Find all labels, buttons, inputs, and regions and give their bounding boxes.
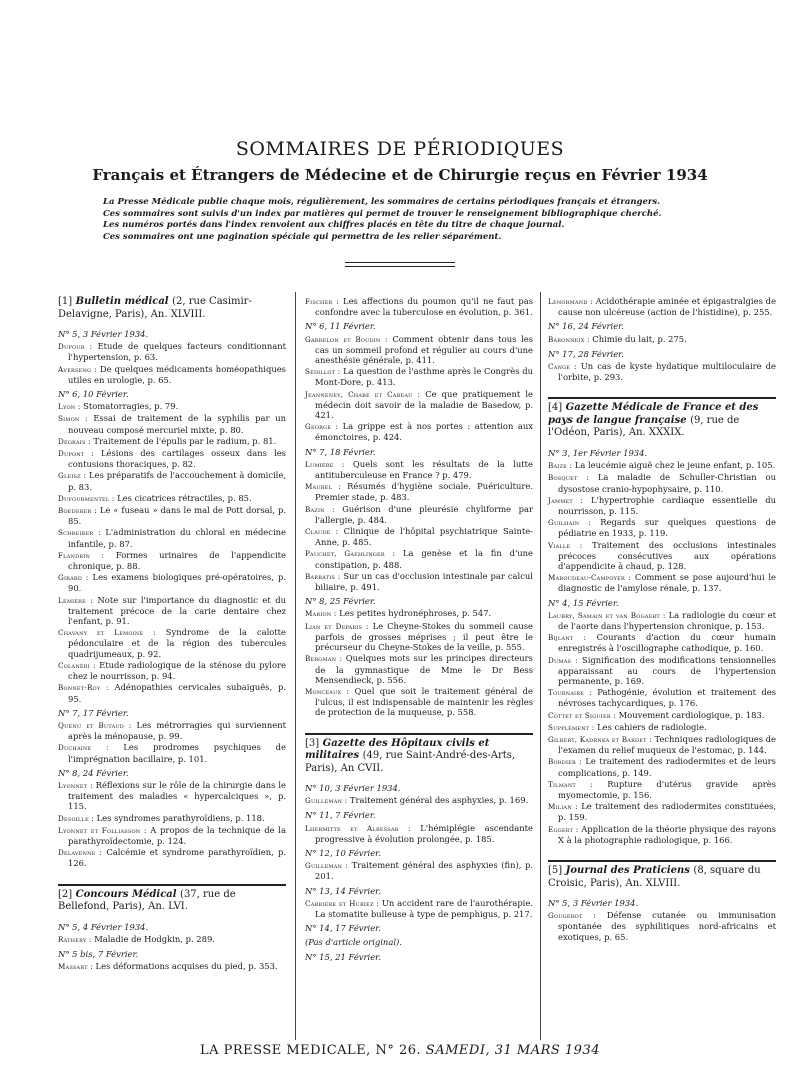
section-heading — [58, 884, 286, 914]
article-title: Guérison d'une pleurésie chyliforme par l'allergie, p. 484. — [315, 503, 534, 525]
column-3 — [548, 296, 776, 943]
article-entry — [58, 572, 286, 593]
article-entry — [58, 934, 286, 945]
article-title: La maladie de Schuller-Christian ou dysostose cranio-hypophysaire, p. 110. — [558, 472, 776, 494]
article-entry — [58, 682, 286, 703]
section-journal-title: Gazette des Hôpitaux civils et militaires — [305, 737, 490, 762]
article-entry — [58, 720, 286, 741]
article-author: Eggert : — [548, 824, 579, 834]
article-author: Flandrin : — [58, 550, 105, 560]
article-author: Lian et Deparis : — [305, 621, 369, 631]
spacer — [58, 870, 286, 884]
section-address: (9, rue de l'Odéon, Paris), An. XXXIX. — [548, 414, 740, 439]
article-author: Schreiber : — [58, 528, 101, 538]
article-title: Courants d'action du cœur humain enregistrés à l'oscillographe cathodique, p. 160. — [558, 632, 776, 654]
article-author: Bosquet : — [548, 473, 589, 483]
article-author: Fischer : — [305, 297, 339, 306]
article-title: A propos de la technique de la parathyroïdectomie, p. 124. — [68, 824, 286, 846]
issue-heading: N° 5, 3 Février 1934. — [548, 898, 639, 909]
article-title: Traitement général des asphyxies, p. 169. — [349, 795, 529, 806]
article-author: Dumas : — [548, 655, 578, 665]
article-author: Carrière et Huriez : — [305, 898, 379, 908]
issue-heading: N° 7, 17 Février. — [58, 707, 129, 718]
article-author: Milian : — [548, 802, 578, 812]
article-title: Le traitement des radiodermites et de leurs complications, p. 149. — [558, 756, 776, 778]
section-heading — [548, 860, 776, 890]
intro-line: Les numéros portés dans l'index renvoient aux chiffres placés en tête du titre de chaque journal. — [103, 220, 565, 230]
article-title: Syndrome de la calotte pédonculaire et de la région des tubercules quadrijumeaux, p. 92. — [68, 627, 286, 659]
article-author: Duchaine : — [58, 743, 109, 753]
issue-heading: N° 13, 14 Février. — [305, 885, 381, 896]
article-author: Jammet : — [548, 495, 584, 505]
article-entry — [58, 505, 286, 526]
article-entry — [548, 572, 776, 593]
article-entry — [305, 366, 533, 387]
article-title: Clinique de l'hôpital psychiatrique Sainte-Anne, p. 485. — [315, 526, 533, 548]
article-author: Delavenne : — [58, 848, 103, 858]
article-entry — [548, 687, 776, 708]
article-entry — [305, 421, 533, 442]
article-title: La question de l'asthme après le Congrès du Mont-Dore, p. 413. — [315, 366, 533, 388]
article-entry — [58, 627, 286, 659]
article-author: Bonnet-Roy : — [58, 683, 109, 693]
issue-heading: N° 5, 3 Février 1934. — [58, 329, 149, 339]
article-author: Gilbert, Kadrnka et Bardet : — [548, 735, 652, 744]
article-author: Averseng : — [58, 364, 97, 374]
article-entry — [548, 722, 776, 733]
article-author: Guilleman : — [305, 861, 349, 871]
issue-heading: N° 11, 7 Février. — [305, 810, 376, 821]
article-title: Le « fuseau » dans le mal de Pott dorsal, p. 85. — [68, 505, 286, 527]
article-author: Cottet et Siguier : — [548, 710, 616, 720]
article-entry — [305, 823, 533, 844]
article-entry — [548, 756, 776, 777]
section-number: [2] — [58, 888, 73, 900]
article-title: Chimie du lait, p. 275. — [592, 333, 687, 344]
column-divider — [540, 292, 541, 1040]
article-author: Guilhain : — [548, 518, 591, 528]
article-title: De quelques médicaments homéopathiques utiles en urologie, p. 65. — [68, 363, 286, 385]
article-title: La genèse et la fin d'une constipation, p. 488. — [315, 548, 534, 570]
article-author: Desoille : — [58, 813, 94, 823]
article-title: Etude radiologique de la sténose du pylore chez le nourrisson, p. 94. — [68, 659, 286, 682]
article-entry — [305, 481, 533, 502]
article-entry — [305, 334, 533, 366]
article-title: Sur un cas d'occlusion intestinale par calcul biliaire, p. 491. — [315, 570, 533, 593]
article-entry — [548, 334, 776, 345]
page-title: SOMMAIRES DE PÉRIODIQUES — [235, 138, 565, 160]
article-author: Maurel : — [305, 482, 341, 492]
article-entry — [305, 653, 533, 685]
article-entry — [58, 595, 286, 627]
article-entry — [58, 527, 286, 548]
article-entry — [305, 898, 533, 919]
article-entry — [58, 742, 286, 763]
article-author: Supplément : — [548, 722, 595, 732]
article-title: Traitement des occlusions intestinales précoces consécutives aux opérations d'appendicite à chaud, p. 128. — [558, 539, 776, 571]
article-entry — [548, 460, 776, 471]
article-author: Degrais : — [58, 436, 91, 446]
article-author: Lenormand : — [548, 297, 593, 306]
article-entry — [305, 860, 533, 881]
article-author: Rathery : — [58, 934, 92, 944]
issue-heading: N° 16, 24 Février. — [548, 321, 624, 332]
article-author: Bazin : — [305, 504, 335, 514]
article-title: Ce que pratiquement le médecin doit savoir de la maladie de Basedow, p. 421. — [315, 388, 533, 421]
article-entry — [548, 655, 776, 687]
spacer — [548, 846, 776, 860]
section-number: [3] — [305, 737, 320, 749]
issue-heading: N° 5, 4 Février 1934. — [58, 921, 149, 932]
article-entry — [58, 364, 286, 385]
article-title: Les déformations acquises du pied, p. 353. — [95, 961, 278, 972]
section-heading — [305, 733, 533, 776]
column-divider — [295, 292, 296, 1040]
article-author: Lemière : — [58, 595, 93, 605]
article-title: Rupture d'utérus gravide après myomectomie, p. 156. — [558, 778, 776, 801]
section-heading — [548, 397, 776, 440]
article-author: Lyonnet et Folliasson : — [58, 825, 147, 835]
article-entry — [58, 401, 286, 412]
article-author: Chavany et Lemoine : — [58, 628, 156, 638]
article-title: Les syndromes parathyroïdiens, p. 118. — [96, 812, 265, 823]
article-entry — [58, 550, 286, 571]
article-author: Bergman : — [305, 654, 343, 664]
article-entry — [548, 632, 776, 653]
footer-date: SAMEDI, 31 MARS 1934 — [425, 1043, 600, 1058]
article-title: Essai de traitement de la syphilis par un nouveau composé mercuriel mixte, p. 80. — [68, 413, 287, 435]
spacer — [305, 719, 533, 733]
article-entry — [58, 413, 286, 434]
article-entry — [58, 448, 286, 469]
article-author: Lumière : — [305, 459, 345, 469]
section-number: [1] — [58, 296, 73, 307]
article-author: Lyonnet : — [58, 780, 93, 790]
article-author: Cange : — [548, 362, 577, 372]
divider — [345, 262, 455, 263]
article-title: Lésions des cartilages osseux dans les contusions thoraciques, p. 82. — [68, 448, 286, 470]
article-title: Résumés d'hygiène sociale. Puériculture. Premier stade, p. 483. — [315, 481, 533, 503]
article-title: Réflexions sur le rôle de la chirurgie dans le traitement des maladies « hypercalciques », p. 115. — [68, 779, 286, 812]
article-title: L'hypertrophie cardiaque essentielle du nourrisson, p. 115. — [558, 494, 776, 516]
article-author: Lyon : — [58, 402, 81, 412]
page-subtitle: Français et Étrangers de Médecine et de Chirurgie reçus en Février 1934 — [92, 166, 708, 184]
divider — [345, 266, 455, 267]
article-entry — [58, 470, 286, 491]
article-title: Pathogénie, évolution et traitement des névroses tachycardiques, p. 176. — [558, 687, 776, 709]
spacer — [548, 383, 776, 397]
section-number: [4] — [548, 402, 563, 414]
article-author: Monceaux : — [305, 686, 350, 696]
article-title: Etude de quelques facteurs conditionnant l'hypertension, p. 63. — [68, 341, 287, 363]
issue-heading: N° 12, 10 Février. — [305, 848, 381, 859]
article-title: Le Cheyne-Stokes du sommeil cause parfois de grosses méprises ; il peut être le précurseur du Cheyne-Stokes de la veille, p. 555. — [315, 620, 533, 653]
article-entry — [548, 296, 776, 317]
article-title: Signification des modifications tensionnelles apparaissant au cours de l'hypertension permanente, p. 169. — [558, 654, 776, 686]
article-entry — [58, 825, 286, 846]
article-title: Les petites hydronéphroses, p. 547. — [339, 608, 492, 619]
article-title: Regards sur quelques questions de pédiatrie en 1933, p. 119. — [558, 517, 776, 539]
article-entry — [548, 361, 776, 382]
issue-heading: N° 3, 1er Février 1934. — [548, 447, 648, 458]
article-title: La radiologie du cœur et de l'aorte dans l'hypertension chronique, p. 153. — [558, 609, 776, 631]
article-entry — [58, 493, 286, 504]
article-entry — [305, 459, 533, 480]
article-title: Les préparatifs de l'accouchement à domicile, p. 83. — [68, 470, 286, 492]
article-title: Quels sont les résultats de la lutte antituberculeuse en France ? p. 479. — [315, 458, 533, 481]
article-author: Sédillot : — [305, 367, 341, 377]
article-title: Formes urinaires de l'appendicite chronique, p. 88. — [68, 549, 286, 572]
article-title: Application de la théorie physique des rayons X à la photographie radiologique, p. 166. — [558, 823, 777, 845]
section-address: (8, square du Croisic, Paris), An. XLVIII. — [548, 865, 761, 889]
article-title: Un accident rare de l'aurothérapie. La stomatite bulleuse à type de pemphigus, p. 217. — [315, 897, 533, 920]
article-author: Gleisz : — [58, 471, 87, 481]
article-title: Quel que soit le traitement général de l'ulcus, il est indispensable de maintenir les règles de protection de la muqueuse, p. 558. — [315, 685, 533, 718]
article-entry — [305, 571, 533, 592]
article-entry — [58, 660, 286, 681]
article-title: Un cas de kyste hydatique multiloculaire de l'orbite, p. 293. — [558, 361, 776, 383]
article-author: Claude : — [305, 527, 339, 537]
article-title: Les cicatrices rétractiles, p. 85. — [117, 492, 252, 503]
section-journal-title: Gazette Médicale de France et des pays de langue française — [548, 402, 759, 426]
article-author: Jeanneney, Chabé et Cabeau : — [305, 389, 421, 399]
article-title: Stomatorragies, p. 79. — [83, 401, 179, 412]
article-title: Comment se pose aujourd'hui le diagnostic de l'amylose rénale, p. 137. — [558, 572, 776, 594]
column-1 — [58, 296, 286, 973]
article-author: Dupour : — [58, 342, 93, 352]
article-entry — [548, 472, 776, 493]
section-number: [5] — [548, 865, 563, 877]
intro-line: Ces sommaires sont suivis d'un index par matières qui permet de trouver le renseignement bibliographique cherché. — [103, 208, 662, 219]
issue-heading: N° 4, 15 Février. — [548, 597, 619, 608]
article-title: La grippe est à nos portes : attention aux émonctoires, p. 424. — [315, 421, 533, 443]
article-author: Guilleman : — [305, 796, 348, 806]
article-entry — [58, 961, 286, 972]
article-title: Le traitement des radiodermites constituées, p. 159. — [558, 801, 776, 823]
article-entry — [548, 610, 776, 631]
article-author: Simon : — [58, 414, 88, 424]
section-address: (37, rue de Bellefond, Paris), An. LVI. — [58, 888, 236, 913]
issue-heading: N° 10, 3 Février 1934. — [305, 783, 401, 794]
article-title: Les affections du poumon qu'il ne faut pas confondre avec la tuberculose en évolution, p. 361. — [315, 296, 533, 318]
article-author: Boederer : — [58, 506, 97, 516]
article-title: La leucémie aiguë chez le jeune enfant, p. 105. — [574, 460, 776, 471]
article-author: Barbatis : — [305, 571, 341, 581]
article-author: Laubry, Samain et van Bogaert : — [548, 610, 666, 620]
article-title: Note sur l'importance du diagnostic et du traitement précoce de la carie dentaire chez l'enfant, p. 91. — [68, 594, 286, 627]
article-entry — [548, 517, 776, 538]
section-address: (49, rue Saint-André-des-Arts, Paris), An CVII. — [305, 750, 516, 774]
intro-notice — [103, 197, 703, 243]
section-address: (2, rue Casimir-Delavigne, Paris), An. XLVIII. — [58, 296, 252, 320]
issue-heading: N° 7, 18 Février. — [305, 446, 376, 457]
footer-journal: LA PRESSE MEDICALE, — [199, 1043, 371, 1058]
article-entry — [548, 710, 776, 721]
issue-heading: N° 8, 24 Février. — [58, 767, 129, 778]
article-title: Techniques radiologiques de l'examen du relief muqueux de l'estomac, p. 144. — [558, 734, 776, 756]
article-author: Gougerot : — [548, 911, 596, 921]
article-entry — [305, 504, 533, 525]
article-title: Défense cutanée ou immunisation spontanée des syphilitiques nord-africains et exotiques, p. 65. — [558, 910, 776, 942]
article-entry — [58, 436, 286, 447]
section-journal-title: Bulletin médical — [75, 296, 169, 307]
issue-heading: (Pas d'article original). — [305, 937, 402, 948]
article-entry — [548, 910, 776, 942]
page-footer — [0, 1043, 800, 1058]
section-journal-title: Journal des Praticiens — [565, 865, 690, 877]
article-entry — [305, 795, 533, 806]
article-title: L'administration du chloral en médecine infantile, p. 87. — [68, 527, 286, 549]
article-entry — [58, 847, 286, 868]
article-entry — [548, 495, 776, 516]
article-entry — [58, 780, 286, 812]
article-author: Baronneix : — [548, 334, 590, 344]
article-entry — [305, 621, 533, 653]
article-author: Tournaire : — [548, 688, 592, 698]
article-title: Acidothérapie aminée et épigastralgies de cause non ulcéreuse (action de l'histidine), p. 255. — [558, 296, 776, 318]
article-author: Lhermitte et Albessar : — [305, 823, 411, 833]
article-entry — [548, 734, 776, 755]
article-author: Marion : — [305, 609, 337, 619]
article-author: Maroudeau-Campoyer : — [548, 573, 632, 583]
article-entry — [305, 296, 533, 317]
issue-heading: N° 6, 10 Février. — [58, 389, 129, 400]
intro-line: Ces sommaires ont une pagination spéciale qui permettra de les relier séparément. — [103, 231, 502, 242]
article-title: Calcémie et syndrome parathyroïdien, p. 126. — [68, 847, 286, 869]
article-author: Massart : — [58, 962, 93, 972]
article-title: Adénopathies cervicales subaiguës, p. 95. — [68, 682, 286, 704]
article-title: Les cahiers de radiologie. — [597, 721, 707, 732]
article-entry — [548, 779, 776, 800]
intro-line: La Presse Médicale publie chaque mois, régulièrement, les sommaires de certains périodiques français et étrangers. — [103, 197, 661, 207]
article-author: George : — [305, 422, 339, 432]
article-title: Quelques mots sur les principes directeurs de la gymnastique de Mme le Dr Bess Mensendieck, p. 556. — [315, 653, 533, 685]
article-title: Comment obtenir dans tous les cas un sommeil profond et régulier au cours d'une anesthésie générale, p. 411. — [315, 333, 534, 366]
article-entry — [548, 801, 776, 822]
issue-heading: N° 5 bis, 7 Février. — [58, 948, 139, 959]
article-author: Bordier : — [548, 757, 582, 767]
article-entry — [305, 526, 533, 547]
article-title: Traitement de l'épulis par le radium, p. 81. — [93, 435, 277, 446]
article-entry — [305, 389, 533, 421]
article-entry — [305, 686, 533, 718]
article-title: Les métrorragies qui surviennent après la ménopause, p. 99. — [68, 719, 286, 742]
issue-heading: N° 15, 21 Février. — [305, 951, 381, 962]
article-entry — [548, 540, 776, 572]
article-author: Baize : — [548, 461, 573, 471]
section-journal-title: Concours Médical — [75, 888, 177, 900]
article-author: Bijlant : — [548, 633, 587, 643]
article-title: L'hémiplégie ascendante progressive à évolution prolongée, p. 185. — [315, 822, 534, 844]
article-author: Quénu et Butaud : — [58, 720, 132, 730]
article-entry — [305, 608, 533, 619]
article-author: Garrelon et Boudin : — [305, 334, 388, 344]
section-heading — [58, 296, 286, 321]
article-title: Traitement général des asphyxies (fin), p. 201. — [315, 860, 533, 882]
article-entry — [58, 341, 286, 362]
article-author: Girard : — [58, 573, 89, 583]
issue-heading: N° 6, 11 Février. — [305, 321, 376, 332]
article-title: Mouvement cardiologique, p. 183. — [618, 709, 765, 720]
footer-number: N° 26. — [375, 1043, 422, 1058]
article-author: Vialle : — [548, 540, 583, 550]
article-entry — [548, 824, 776, 845]
article-entry — [305, 548, 533, 569]
column-2 — [305, 296, 533, 964]
article-author: Colanéri : — [58, 660, 96, 670]
article-author: Dufourmentel : — [58, 493, 115, 503]
article-title: Les examens biologiques pré-opératoires, p. 90. — [68, 572, 286, 594]
issue-heading: N° 8, 25 Février. — [305, 596, 376, 607]
article-title: Maladie de Hodgkin, p. 289. — [94, 933, 215, 944]
article-author: Tilmant : — [548, 779, 593, 789]
article-author: Dupont : — [58, 449, 94, 459]
issue-heading: N° 17, 28 Février. — [548, 348, 624, 359]
article-author: Pauchet, Gaehlinger : — [305, 549, 396, 559]
article-title: Les prodromes psychiques de l'imprégnation bacillaire, p. 101. — [68, 742, 286, 764]
issue-heading: N° 14, 17 Février. — [305, 923, 381, 934]
article-entry — [58, 813, 286, 824]
